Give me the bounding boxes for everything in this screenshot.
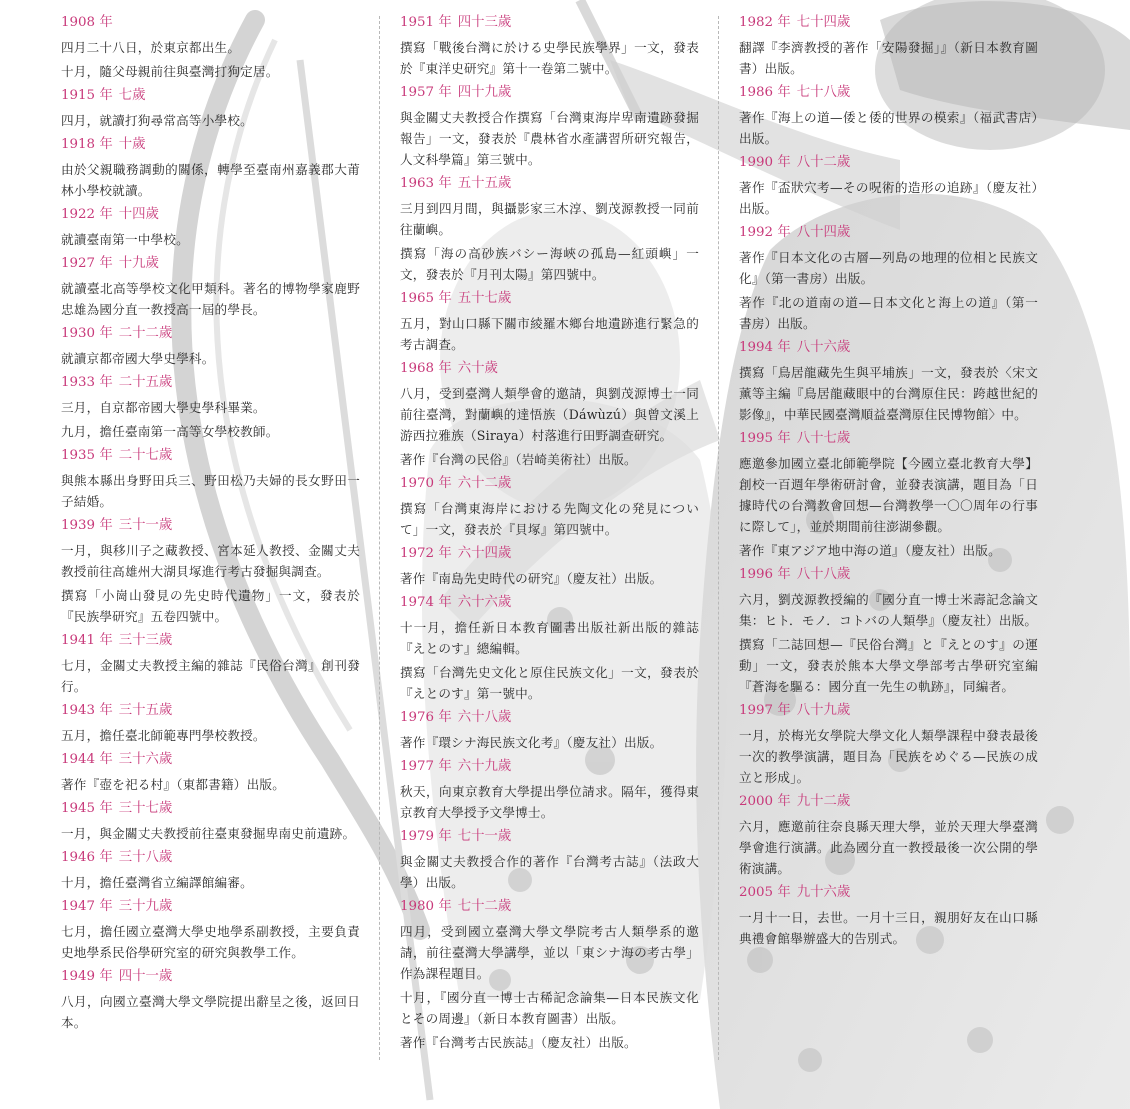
age-label: 二十五歲 — [118, 375, 173, 390]
year-label: 1995 年 — [739, 431, 791, 446]
year-heading — [739, 564, 1038, 586]
year-heading — [61, 323, 360, 345]
year-heading — [400, 543, 699, 565]
timeline-entry — [739, 12, 1038, 79]
timeline-entry — [739, 882, 1038, 949]
year-label: 1941 年 — [61, 633, 113, 648]
year-heading — [61, 749, 360, 771]
event-description: 著作『台灣考古民族誌』（慶友社）出版。 — [400, 1035, 637, 1050]
event-description: 三月到四月間，與攝影家三木淳、劉茂源教授一同前往蘭嶼。 — [400, 201, 699, 237]
event-description: 著作『日本文化の古層—列島の地理的位相と民族文化』（第一書房）出版。 — [739, 250, 1038, 286]
timeline-entry — [61, 630, 360, 697]
timeline-entry — [400, 288, 699, 355]
age-label: 七十四歲 — [796, 15, 851, 30]
age-label: 二十二歲 — [118, 326, 173, 341]
event-description: 與熊本縣出身野田兵三、野田松乃夫婦的長女野田一子結婚。 — [61, 473, 360, 509]
event-description: 八月，向國立臺灣大學文學院提出辭呈之後，返回日本。 — [61, 994, 360, 1030]
event-description: 四月二十八日，於東京都出生。 — [61, 40, 241, 55]
event-description: 撰寫「台灣東海岸における先陶文化の発見について」一文，發表於『貝塚』第四號中。 — [400, 501, 699, 537]
year-heading — [61, 372, 360, 394]
year-label: 1972 年 — [400, 546, 452, 561]
timeline-entry — [61, 253, 360, 320]
year-heading — [739, 337, 1038, 359]
year-label: 1974 年 — [400, 595, 452, 610]
timeline-entry — [400, 82, 699, 170]
year-heading — [400, 473, 699, 495]
year-heading — [61, 12, 360, 34]
event-description: 九月，擔任臺南第一高等女學校教師。 — [61, 424, 279, 439]
timeline-entry — [61, 515, 360, 627]
event-description: 八月，受到臺灣人類學會的邀請，與劉茂源博士一同前往臺灣，對蘭嶼的達悟族（Dáwùzú）與曾文溪上游西拉雅族（Siraya）村落進行田野調查研究。 — [400, 386, 699, 443]
timeline-entry — [61, 966, 360, 1033]
timeline-entry — [739, 700, 1038, 788]
year-label: 1996 年 — [739, 567, 791, 582]
event-description: 一月十一日，去世。一月十三日，親朋好友在山口縣典禮會館舉辦盛大的告別式。 — [739, 910, 1038, 946]
timeline-entry — [400, 473, 699, 540]
year-label: 1943 年 — [61, 703, 113, 718]
year-heading — [739, 791, 1038, 813]
age-label: 六十四歲 — [457, 546, 512, 561]
event-description: 四月，就讀打狗尋常高等小學校。 — [61, 113, 253, 128]
age-label: 二十七歲 — [118, 448, 173, 463]
timeline-entry — [61, 12, 360, 82]
column-divider — [718, 16, 719, 1060]
year-label: 1946 年 — [61, 850, 113, 865]
year-label: 1990 年 — [739, 155, 791, 170]
age-label: 三十一歲 — [118, 518, 173, 533]
event-description: 五月，對山口縣下關市綾羅木鄉台地遺跡進行緊急的考古調查。 — [400, 316, 699, 352]
timeline-entry — [61, 700, 360, 746]
event-description: 著作『東アジア地中海の道』（慶友社）出版。 — [739, 543, 1001, 558]
timeline-entry — [400, 358, 699, 470]
event-description: 四月，受到國立臺灣大學文學院考古人類學系的邀請，前往臺灣大學講學，並以「東シナ海の考古學」作為課程題目。 — [400, 924, 699, 981]
age-label: 四十九歲 — [457, 85, 512, 100]
event-description: 著作『南島先史時代の研究』（慶友社）出版。 — [400, 571, 663, 586]
timeline-entry — [61, 134, 360, 201]
age-label: 三十三歲 — [118, 633, 173, 648]
year-label: 1908 年 — [61, 15, 113, 30]
year-heading — [739, 428, 1038, 450]
timeline-entry — [61, 896, 360, 963]
event-description: 應邀參加國立臺北師範學院【今國立臺北教育大學】創校一百週年學術研討會，並發表演講，題目為「日據時代の台灣教會回想—台灣教學一〇〇周年の行事に際して」，並於期間前往澎湖參觀。 — [739, 456, 1038, 534]
timeline-entry — [400, 756, 699, 823]
timeline-column-2 — [400, 12, 699, 1056]
event-description: 撰寫「小崗山發見の先史時代遺物」一文，發表於『民族學研究』五卷四號中。 — [61, 588, 360, 624]
age-label: 五十七歲 — [457, 291, 512, 306]
timeline-entry — [61, 85, 360, 131]
year-heading — [61, 134, 360, 156]
year-label: 1947 年 — [61, 899, 113, 914]
event-description: 著作『壺を祀る村』（東都書籍）出版。 — [61, 777, 285, 792]
year-heading — [61, 85, 360, 107]
year-heading — [61, 847, 360, 869]
year-label: 1951 年 — [400, 15, 452, 30]
event-description: 十一月，擔任新日本教育圖書出版社新出版的雜誌『えとのす』總編輯。 — [400, 620, 699, 656]
timeline-entry — [739, 564, 1038, 697]
age-label: 六十九歲 — [457, 759, 512, 774]
timeline-entry — [61, 749, 360, 795]
event-description: 七月，擔任國立臺灣大學史地學系副教授，主要負責史地學系民俗學研究室的研究與教學工作。 — [61, 924, 360, 960]
age-label: 六十二歲 — [457, 476, 512, 491]
event-description: 由於父親職務調動的關係，轉學至臺南州嘉義郡大莆林小學校就讀。 — [61, 162, 360, 198]
event-description: 翻譯『李濟教授的著作「安陽發掘」』（新日本教育圖書）出版。 — [739, 40, 1038, 76]
timeline-entry — [739, 791, 1038, 879]
age-label: 三十八歲 — [118, 850, 173, 865]
year-label: 1976 年 — [400, 710, 452, 725]
timeline-entry — [400, 592, 699, 704]
timeline-entry — [739, 428, 1038, 561]
age-label: 五十五歲 — [457, 176, 512, 191]
timeline-entry — [400, 896, 699, 1053]
age-label: 八十六歲 — [796, 340, 851, 355]
timeline-entry — [739, 222, 1038, 334]
age-label: 六十歲 — [457, 361, 498, 376]
age-label: 八十八歲 — [796, 567, 851, 582]
year-label: 1939 年 — [61, 518, 113, 533]
event-description: 著作『環シナ海民族文化考』（慶友社）出版。 — [400, 735, 663, 750]
year-label: 1944 年 — [61, 752, 113, 767]
timeline-entry — [61, 323, 360, 369]
year-heading — [400, 12, 699, 34]
timeline-entry — [61, 204, 360, 250]
event-description: 撰寫「台灣先史文化と原住民族文化」一文，發表於『えとのす』第一號中。 — [400, 665, 699, 701]
timeline-column-1 — [61, 12, 360, 1036]
year-heading — [400, 173, 699, 195]
timeline-entry — [61, 847, 360, 893]
timeline-entry — [400, 12, 699, 79]
timeline-entry — [739, 152, 1038, 219]
event-description: 三月，自京都帝國大學史學科畢業。 — [61, 400, 266, 415]
timeline-entry — [61, 798, 360, 844]
event-description: 六月，劉茂源教授編的『國分直一博士米壽記念論文集：ヒト．モノ．コトバの人類學』（慶友社）出版。 — [739, 592, 1038, 628]
year-label: 1945 年 — [61, 801, 113, 816]
event-description: 十月，『國分直一博士古稀記念論集—日本民族文化とその周邊』（新日本教育圖書）出版。 — [400, 990, 699, 1026]
timeline-entry — [400, 707, 699, 753]
age-label: 四十三歲 — [457, 15, 512, 30]
age-label: 七十一歲 — [457, 829, 512, 844]
year-label: 1986 年 — [739, 85, 791, 100]
age-label: 三十六歲 — [118, 752, 173, 767]
event-description: 一月，與金關丈夫教授前往臺東發掘卑南史前遺跡。 — [61, 826, 356, 841]
year-heading — [400, 82, 699, 104]
year-label: 1992 年 — [739, 225, 791, 240]
year-heading — [400, 756, 699, 778]
year-heading — [61, 630, 360, 652]
column-divider — [379, 16, 380, 1060]
age-label: 八十四歲 — [796, 225, 851, 240]
age-label: 三十九歲 — [118, 899, 173, 914]
year-label: 1979 年 — [400, 829, 452, 844]
year-label: 1957 年 — [400, 85, 452, 100]
year-heading — [739, 882, 1038, 904]
year-label: 1918 年 — [61, 137, 113, 152]
age-label: 三十五歲 — [118, 703, 173, 718]
year-label: 1968 年 — [400, 361, 452, 376]
event-description: 撰寫「鳥居龍藏先生與平埔族」一文，發表於〈宋文薰等主編『鳥居龍藏眼中的台灣原住民：跨越世紀的影像』，中華民國臺灣順益臺灣原住民博物館〉中。 — [739, 365, 1038, 422]
event-description: 著作『北の道南の道—日本文化と海上の道』（第一書房）出版。 — [739, 295, 1038, 331]
age-label: 七十八歲 — [796, 85, 851, 100]
year-label: 1927 年 — [61, 256, 113, 271]
year-label: 1994 年 — [739, 340, 791, 355]
age-label: 十四歲 — [118, 207, 159, 222]
age-label: 七歲 — [118, 88, 146, 103]
event-description: 秋天，向東京教育大學提出學位請求。隔年，獲得東京教育大學授予文學博士。 — [400, 784, 699, 820]
timeline-entry — [61, 372, 360, 442]
event-description: 一月，於梅光女學院大學文化人類學課程中發表最後一次的教學演講，題目為「民族をめぐる—民族の成立と形成」。 — [739, 728, 1038, 785]
event-description: 撰寫「海の高砂族バシー海峽の孤島—紅頭嶼」一文，發表於『月刊太陽』第四號中。 — [400, 246, 699, 282]
timeline-entry — [400, 173, 699, 285]
year-heading — [61, 966, 360, 988]
age-label: 八十二歲 — [796, 155, 851, 170]
timeline-entry — [400, 826, 699, 893]
event-description: 著作『盃狀穴考—その呪術的造形の追跡』（慶友社）出版。 — [739, 180, 1038, 216]
year-heading — [61, 445, 360, 467]
year-heading — [400, 358, 699, 380]
year-heading — [61, 204, 360, 226]
year-label: 1965 年 — [400, 291, 452, 306]
age-label: 四十一歲 — [118, 969, 173, 984]
year-label: 1963 年 — [400, 176, 452, 191]
timeline-column-3 — [739, 12, 1038, 952]
year-label: 1949 年 — [61, 969, 113, 984]
age-label: 八十七歲 — [796, 431, 851, 446]
event-description: 著作『台灣の民俗』（岩崎美術社）出版。 — [400, 452, 637, 467]
event-description: 就讀京都帝國大學史學科。 — [61, 351, 215, 366]
year-label: 1935 年 — [61, 448, 113, 463]
year-label: 1970 年 — [400, 476, 452, 491]
year-heading — [61, 798, 360, 820]
event-description: 七月，金關丈夫教授主編的雜誌『民俗台灣』創刊發行。 — [61, 658, 360, 694]
year-heading — [400, 707, 699, 729]
year-heading — [739, 700, 1038, 722]
year-label: 1933 年 — [61, 375, 113, 390]
age-label: 三十七歲 — [118, 801, 173, 816]
year-label: 2000 年 — [739, 794, 791, 809]
event-description: 六月，應邀前往奈良縣天理大學，並於天理大學臺灣學會進行演講。此為國分直一教授最後一次公開的學術演講。 — [739, 819, 1038, 876]
event-description: 與金關丈夫教授合作的著作『台灣考古誌』（法政大學）出版。 — [400, 854, 699, 890]
year-label: 1997 年 — [739, 703, 791, 718]
event-description: 就讀臺北高等學校文化甲類科。著名的博物學家鹿野忠雄為國分直一教授高一屆的學長。 — [61, 281, 360, 317]
age-label: 六十六歲 — [457, 595, 512, 610]
event-description: 著作『海上の道—倭と倭的世界の模索』（福武書店）出版。 — [739, 110, 1038, 146]
year-heading — [61, 253, 360, 275]
timeline-entry — [739, 337, 1038, 425]
year-heading — [739, 82, 1038, 104]
event-description: 撰寫「二誌回想—『民俗台灣』と『えとのす』の運動」一文，發表於熊本大學文學部考古學研究室編『蒼海を驅る：國分直一先生の軌跡』，同編者。 — [739, 637, 1038, 694]
timeline-entry — [400, 543, 699, 589]
age-label: 十九歲 — [118, 256, 159, 271]
year-heading — [400, 592, 699, 614]
year-label: 1977 年 — [400, 759, 452, 774]
event-description: 就讀臺南第一中學校。 — [61, 232, 189, 247]
age-label: 六十八歲 — [457, 710, 512, 725]
event-description: 五月，擔任臺北師範專門學校教授。 — [61, 728, 266, 743]
year-heading — [400, 288, 699, 310]
event-description: 與金關丈夫教授合作撰寫「台灣東海岸卑南遺跡發掘報告」一文，發表於『農林省水產講習所研究報告，人文科學篇』第三號中。 — [400, 110, 699, 167]
event-description: 撰寫「戰後台灣に於ける史學民族學界」一文，發表於『東洋史研究』第十一卷第二號中。 — [400, 40, 699, 76]
year-heading — [61, 515, 360, 537]
year-label: 2005 年 — [739, 885, 791, 900]
year-label: 1982 年 — [739, 15, 791, 30]
year-label: 1922 年 — [61, 207, 113, 222]
age-label: 七十二歲 — [457, 899, 512, 914]
year-heading — [400, 896, 699, 918]
year-heading — [739, 222, 1038, 244]
event-description: 十月，隨父母親前往與臺灣打狗定居。 — [61, 64, 279, 79]
age-label: 八十九歲 — [796, 703, 851, 718]
event-description: 十月，擔任臺灣省立編譯館編審。 — [61, 875, 253, 890]
year-label: 1980 年 — [400, 899, 452, 914]
year-heading — [61, 896, 360, 918]
year-heading — [61, 700, 360, 722]
timeline-entry — [61, 445, 360, 512]
year-heading — [739, 12, 1038, 34]
year-label: 1930 年 — [61, 326, 113, 341]
year-label: 1915 年 — [61, 88, 113, 103]
year-heading — [739, 152, 1038, 174]
event-description: 一月，與移川子之藏教授、宮本延人教授、金關丈夫教授前往高雄州大湖貝塚進行考古發掘與調查。 — [61, 543, 360, 579]
age-label: 九十二歲 — [796, 794, 851, 809]
age-label: 九十六歲 — [796, 885, 851, 900]
age-label: 十歲 — [118, 137, 146, 152]
timeline-entry — [739, 82, 1038, 149]
year-heading — [400, 826, 699, 848]
